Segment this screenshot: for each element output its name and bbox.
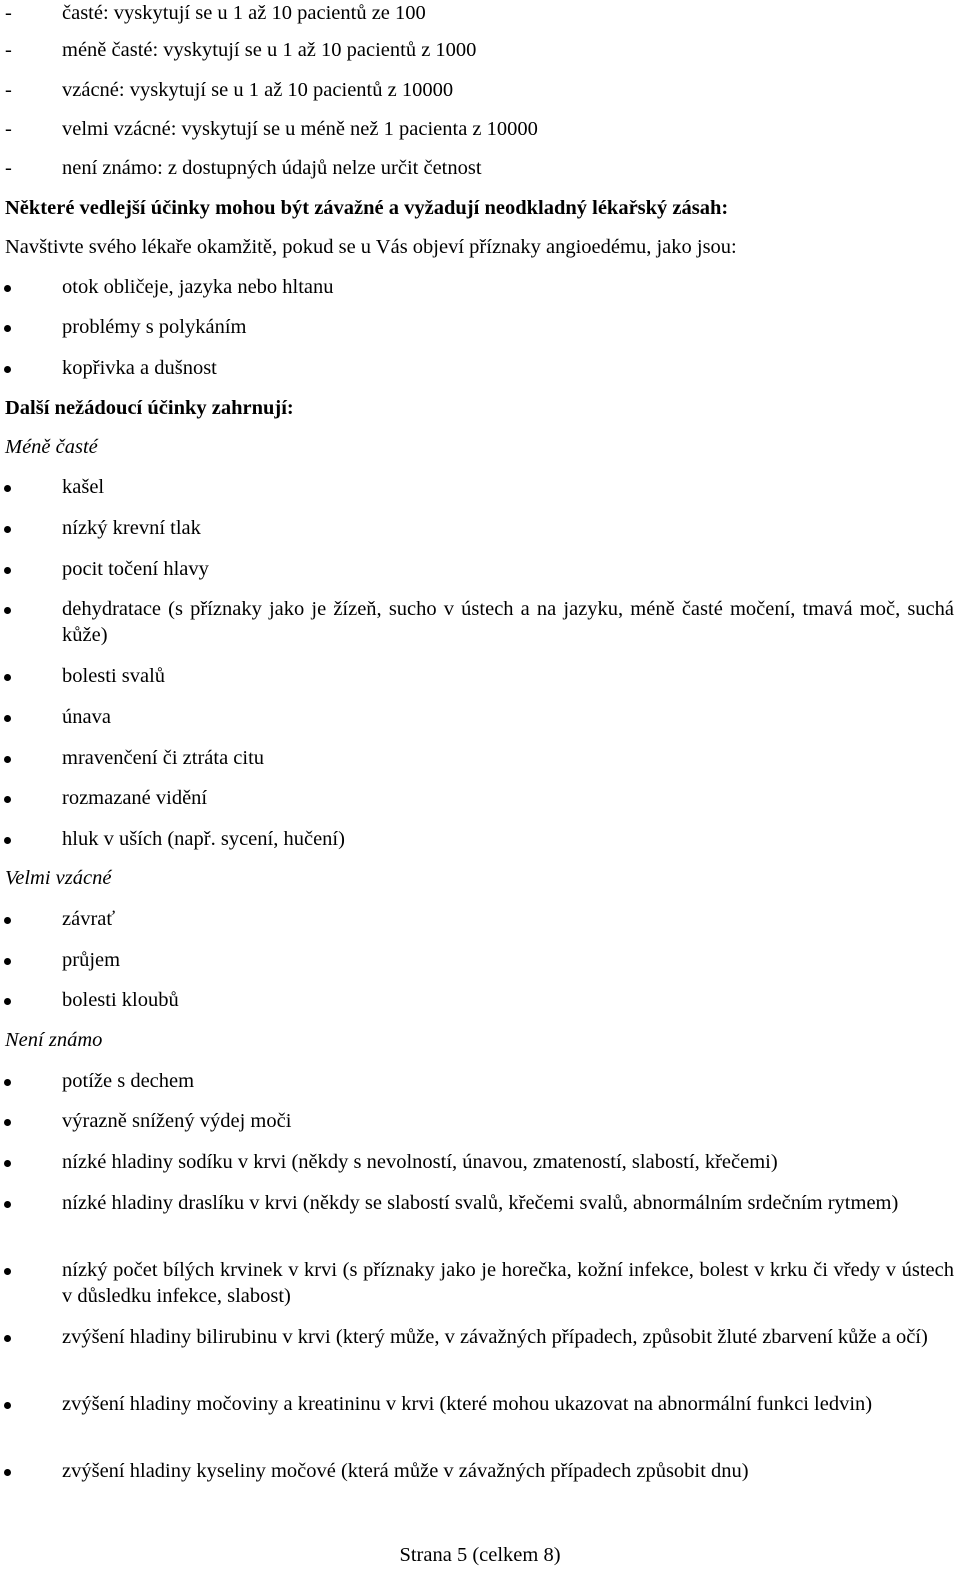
list-item: únava — [62, 706, 111, 728]
bullet — [4, 837, 11, 844]
page-footer: Strana 5 (celkem 8) — [399, 1544, 561, 1566]
list-item: zvýšení hladiny bilirubinu v krvi (který může, v závažných případech, způsobit žluté zbarvení kůže a očí) — [62, 1326, 928, 1348]
uncommon-heading: Méně časté — [5, 436, 98, 458]
list-item: hluk v uších (např. sycení, hučení) — [62, 828, 345, 850]
other-effects-heading: Další nežádoucí účinky zahrnují: — [5, 397, 294, 419]
bullet — [4, 1119, 11, 1126]
list-item: nízký krevní tlak — [62, 517, 201, 539]
frequency-item: méně časté: vyskytují se u 1 až 10 pacientů z 1000 — [62, 39, 477, 61]
bullet — [4, 285, 11, 292]
serious-effects-intro: Navštivte svého lékaře okamžitě, pokud se u Vás objeví příznaky angioedému, jako jsou: — [5, 236, 737, 258]
list-item: dehydratace (s příznaky jako je žízeň, sucho v ústech a na jazyku, méně časté močení, tmavá moč, suchá kůže) — [62, 598, 954, 646]
bullet — [4, 1079, 11, 1086]
bullet — [4, 1268, 11, 1275]
list-item: nízký počet bílých krvinek v krvi (s příznaky jako je horečka, kožní infekce, bolest v krku či vředy v ústech v důsledku infekce, slabost) — [62, 1259, 954, 1307]
bullet — [4, 917, 11, 924]
frequency-item: časté: vyskytují se u 1 až 10 pacientů ze 100 — [62, 2, 426, 24]
serious-effects-heading: Některé vedlejší účinky mohou být závažné a vyžadují neodkladný lékařský zásah: — [5, 197, 729, 219]
list-item: průjem — [62, 949, 121, 971]
frequency-item: velmi vzácné: vyskytují se u méně než 1 pacienta z 10000 — [62, 118, 538, 140]
bullet — [4, 958, 11, 965]
list-item: výrazně snížený výdej moči — [62, 1110, 292, 1132]
list-item: problémy s polykáním — [62, 316, 247, 338]
list-item: potíže s dechem — [62, 1070, 195, 1092]
bullet — [4, 1469, 11, 1476]
list-item: bolesti kloubů — [62, 989, 179, 1011]
bullet — [4, 796, 11, 803]
dash-marker: - — [5, 79, 12, 101]
list-item: nízké hladiny draslíku v krvi (někdy se slabostí svalů, křečemi svalů, abnormálním srdečním rytmem) — [62, 1192, 899, 1214]
bullet — [4, 567, 11, 574]
list-item: otok obličeje, jazyka nebo hltanu — [62, 276, 334, 298]
list-item: kašel — [62, 476, 105, 498]
very-rare-heading: Velmi vzácné — [5, 867, 112, 889]
bullet — [4, 325, 11, 332]
list-item: rozmazané vidění — [62, 787, 208, 809]
list-item: bolesti svalů — [62, 665, 166, 687]
dash-marker: - — [5, 2, 12, 24]
bullet — [4, 1402, 11, 1409]
bullet — [4, 526, 11, 533]
dash-marker: - — [5, 39, 12, 61]
bullet — [4, 715, 11, 722]
bullet — [4, 366, 11, 373]
bullet — [4, 607, 11, 614]
bullet — [4, 756, 11, 763]
bullet — [4, 1335, 11, 1342]
bullet — [4, 1201, 11, 1208]
bullet — [4, 674, 11, 681]
frequency-item: vzácné: vyskytují se u 1 až 10 pacientů z 10000 — [62, 79, 454, 101]
dash-marker: - — [5, 157, 12, 179]
list-item: zvýšení hladiny kyseliny močové (která může v závažných případech způsobit dnu) — [62, 1460, 749, 1482]
list-item: závrať — [62, 908, 116, 930]
list-item: pocit točení hlavy — [62, 558, 209, 580]
bullet — [4, 1160, 11, 1167]
dash-marker: - — [5, 118, 12, 140]
list-item: mravenčení či ztráta citu — [62, 747, 265, 769]
bullet — [4, 998, 11, 1005]
list-item: kopřivka a dušnost — [62, 357, 217, 379]
list-item: zvýšení hladiny močoviny a kreatininu v krvi (které mohou ukazovat na abnormální funkci ledvin) — [62, 1393, 873, 1415]
list-item: nízké hladiny sodíku v krvi (někdy s nevolností, únavou, zmateností, slabostí, křečemi) — [62, 1151, 778, 1173]
frequency-item: není známo: z dostupných údajů nelze určit četnost — [62, 157, 482, 179]
unknown-heading: Není známo — [5, 1029, 103, 1051]
bullet — [4, 485, 11, 492]
